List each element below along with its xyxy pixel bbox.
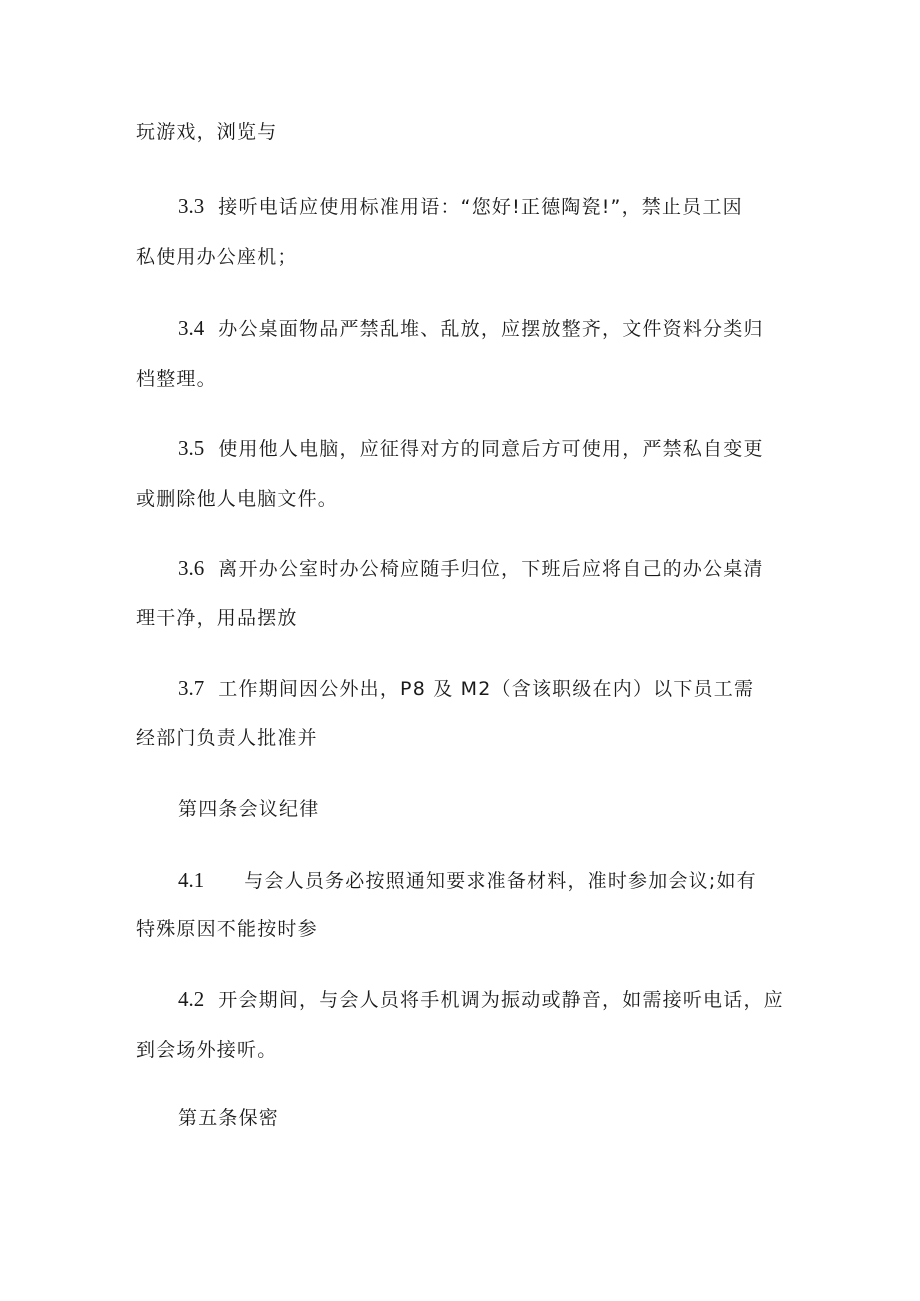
clause-3-6-second-line: 理干净，用品摆放 bbox=[136, 607, 298, 629]
section-heading: 第五条保密 bbox=[178, 1107, 280, 1129]
clause-3-3-first-line bbox=[178, 194, 743, 219]
clause-text: 与会人员务必按照通知要求准备材料，准时参加会议;如有 bbox=[244, 870, 757, 892]
clause-number: 3.7 bbox=[178, 676, 205, 700]
clause-text: 离开办公室时办公椅应随手归位，下班后应将自己的办公桌清 bbox=[218, 558, 764, 580]
clause-number: 4.1 bbox=[178, 868, 205, 892]
section-heading: 第四条会议纪律 bbox=[178, 798, 320, 820]
clause-3-6-first-line bbox=[178, 556, 764, 581]
clause-text: 工作期间因公外出，P8 及 M2（含该职级在内）以下员工需 bbox=[218, 678, 755, 700]
clause-text: 使用他人电脑，应征得对方的同意后方可使用，严禁私自变更 bbox=[218, 438, 764, 460]
clause-4-1-second-line: 特殊原因不能按时参 bbox=[136, 918, 318, 940]
clause-number: 3.3 bbox=[178, 194, 205, 218]
paragraph-line: 玩游戏，浏览与 bbox=[136, 121, 278, 143]
clause-text: 开会期间，与会人员将手机调为振动或静音，如需接听电话，应 bbox=[218, 989, 784, 1011]
clause-4-1-first-line bbox=[178, 868, 757, 893]
clause-number: 4.2 bbox=[178, 987, 205, 1011]
clause-3-3-second-line: 私使用办公座机； bbox=[136, 246, 298, 268]
clause-4-2-first-line bbox=[178, 987, 784, 1012]
clause-number: 3.4 bbox=[178, 316, 205, 340]
clause-3-7-second-line: 经部门负责人批准并 bbox=[136, 727, 318, 749]
clause-3-4-first-line bbox=[178, 316, 764, 341]
clause-3-5-first-line bbox=[178, 436, 764, 461]
clause-3-5-second-line: 或删除他人电脑文件。 bbox=[136, 488, 339, 510]
clause-number: 3.5 bbox=[178, 436, 205, 460]
clause-number: 3.6 bbox=[178, 556, 205, 580]
clause-4-2-second-line: 到会场外接听。 bbox=[136, 1039, 278, 1061]
clause-3-4-second-line: 档整理。 bbox=[136, 368, 217, 390]
clause-3-7-first-line bbox=[178, 676, 754, 701]
clause-text: 办公桌面物品严禁乱堆、乱放，应摆放整齐，文件资料分类归 bbox=[218, 318, 764, 340]
clause-text: 接听电话应使用标准用语：“您好!正德陶瓷!”，禁止员工因 bbox=[218, 196, 743, 218]
